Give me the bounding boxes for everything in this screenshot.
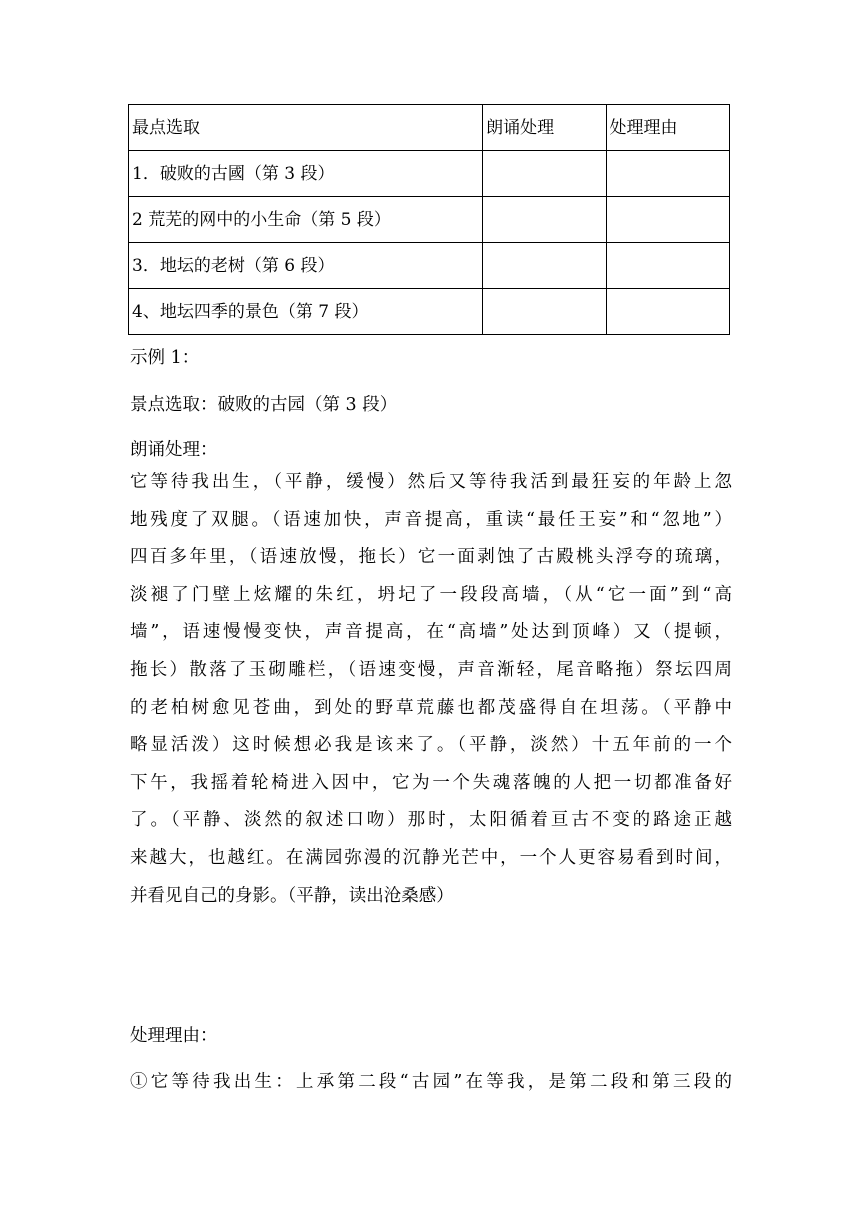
reason-heading: 处理理由： [130,1026,218,1046]
table-row [129,197,730,243]
table-header-cell: 处理理由 [606,105,729,151]
table-cell: 2 荒芜的网中的小生命（第 5 段） [129,197,483,243]
paragraph-line: 地残度了双腿。（语速加快，声音提高，重读“最任王妄”和“忽地”） [130,509,732,530]
table-cell: 3．地坛的老树（第 6 段） [129,243,483,289]
table-cell [483,289,606,335]
paragraph-line: 它等待我出生，（平静，缓慢）然后又等待我活到最狂妄的年龄上忽 [130,472,732,492]
table-row [129,243,730,289]
scenic-spot-table [128,104,730,335]
table-cell [606,243,729,289]
table-cell [606,197,729,243]
paragraph-line: 下午，我摇着轮椅进入因中，它为一个失魂落魄的人把一切都准备好 [130,772,732,793]
table-header-cell: 最点选取 [129,105,483,151]
table-row [129,151,730,197]
spot-selection-line: 景点选取：破败的古园（第 3 段） [130,395,398,415]
example-title: 示例 1： [130,348,200,368]
reason-first-line: ①它等待我出生：上承第二段“古园”在等我，是第二段和第三段的 [130,1072,732,1092]
reading-heading: 朗诵处理： [130,440,218,460]
paragraph-line: 略显活泼）这时候想必我是该来了。（平静，淡然）十五年前的一个 [130,735,732,756]
paragraph-line: 淡褪了门壁上炫耀的朱红，坍圮了一段段高墙，（从“它一面”到“高 [130,584,732,605]
paragraph-line: 拖长）散落了玉砌雕栏，（语速变慢，声音渐轻，尾音略拖）祭坛四周 [130,659,732,680]
table-cell: 1．破败的古國（第 3 段） [129,151,483,197]
table-cell [606,151,729,197]
table-cell: 4、地坛四季的景色（第 7 段） [129,289,483,335]
table-cell [483,243,606,289]
table-cell [606,289,729,335]
reading-paragraph [130,464,732,915]
table-header-row [129,105,730,151]
paragraph-line: 的老柏树愈见苍曲，到处的野草荒藤也都茂盛得自在坦荡。（平静中 [130,697,732,718]
table-row [129,289,730,335]
paragraph-line: 了。（平静、淡然的叙述口吻）那时，太阳循着亘古不变的路途正越 [130,810,732,831]
paragraph-line: 四百多年里，（语速放慢，拖长）它一面剥蚀了古殿桃头浮夸的琉璃， [130,547,732,568]
paragraph-line: 来越大，也越红。在满园弥漫的沉静光芒中，一个人更容易看到时间， [130,847,732,868]
table-cell [483,197,606,243]
table-header-cell: 朗诵处理 [483,105,606,151]
paragraph-line: 并看见自己的身影。（平静，读出沧桑感） [130,885,454,906]
paragraph-line: 墙”，语速慢慢变快，声音提高，在“高墙”处达到顶峰）又（提顿， [130,622,732,643]
table-cell [483,151,606,197]
